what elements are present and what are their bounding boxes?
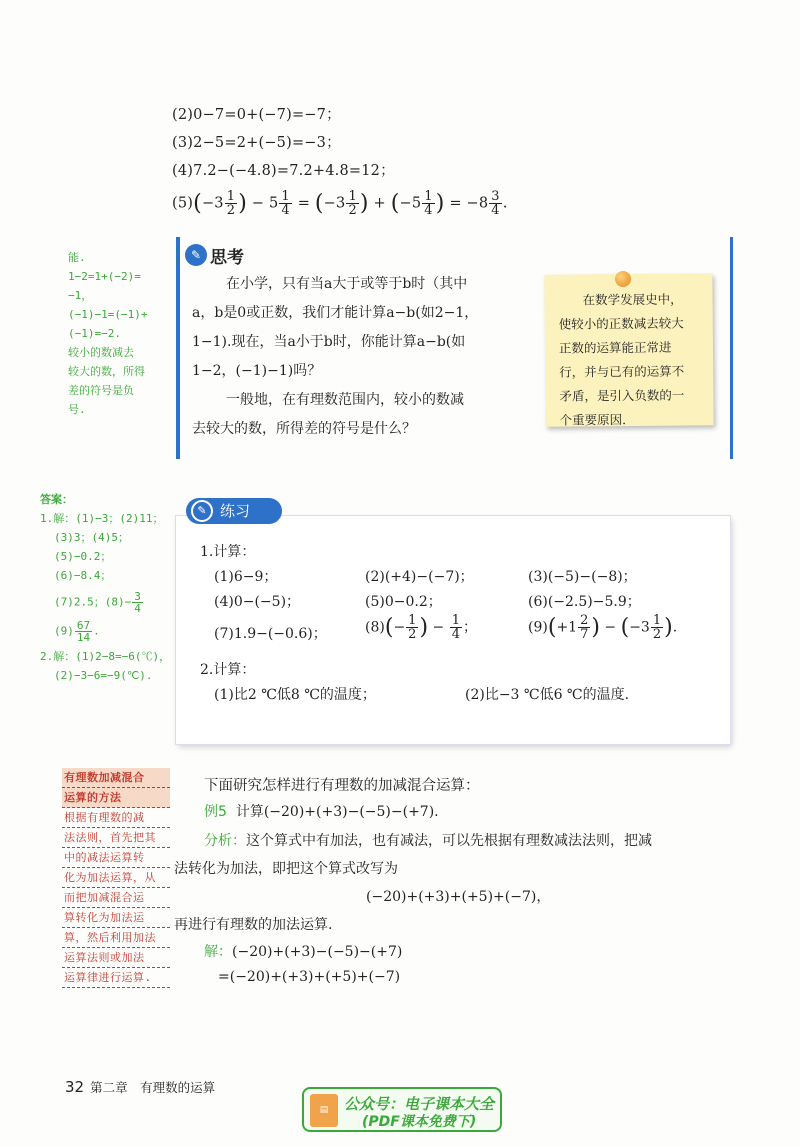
exercise-item-6: (6)(−2.5)−5.9； (528, 594, 641, 610)
page-footer (65, 1078, 215, 1096)
exercise-item-8: (8)(− $\frac{1}{2}$ ) − $\frac{1}{4}$ ； (365, 613, 477, 642)
margin-answer-note: 能. 1−2=1+(−2)= −1， (−1)−1=(−1)+ (−1)=−2. 较小的数减去 较大的数，所得 差的符号是负 号. (68, 251, 148, 416)
equation-2: (2)0−7=0+(−7)=−7； (172, 107, 341, 123)
sticky-note: 在数学发展史中， 使较小的正数减去较大 正数的运算能正常进 行，并与已有的运算不 矛盾，是引入负数的一 个重要原因. (544, 273, 713, 426)
analysis-line-2: 法转化为加法，即把这个算式改写为 (174, 861, 398, 877)
equation-4: (4)7.2−(−4.8)=7.2+4.8=12； (172, 163, 395, 179)
exercise-q1-label: 1.计算： (200, 544, 256, 560)
lightbulb-icon: ✎ (185, 244, 207, 266)
analysis-equation: (−20)+(+3)+(+5)+(−7)， (366, 889, 551, 905)
think-title: 思考 (210, 248, 244, 268)
think-paragraph-2: 一般地，在有理数范围内，较小的数减 去较大的数，所得差的符号是什么？ (192, 392, 464, 437)
exercise-item-9: (9)(+1 $\frac{2}{7}$ ) − (−3 $\frac{1}{2}$ ). (528, 613, 678, 642)
think-border-left (176, 237, 180, 459)
exercise-item-2: (2)(+4)−(−7)； (365, 569, 474, 585)
exercise-q2-item-1: (1)比2 ℃低8 ℃的温度； (214, 687, 376, 703)
think-paragraph-1: 在小学，只有当a大于或等于b时（其中 a，b是0或正数，我们才能计算a−b(如2−1， 1−1).现在，当a小于b时，你能计算a−b(如 1−2，(−1)−1)吗？ (192, 276, 479, 379)
exercise-item-4: (4)0−(−5)； (214, 594, 301, 610)
pin-icon (615, 271, 631, 287)
book-icon: ▤ (310, 1094, 338, 1127)
exercise-item-3: (3)(−5)−(−8)； (528, 569, 637, 585)
example-5: 例5 计算(−20)+(+3)−(−5)−(+7). (204, 804, 439, 820)
intro-text: 下面研究怎样进行有理数的加减混合运算： (204, 778, 480, 794)
exercise-q2-label: 2.计算： (200, 662, 256, 678)
analysis-line-1: 分析：这个算式中有加法，也有减法，可以先根据有理数减法法则，把减 (204, 833, 652, 849)
equation-3: (3)2−5=2+(−5)=−3； (172, 135, 341, 151)
pencil-icon: ✎ (191, 500, 213, 522)
exercise-tab: 练习 (186, 498, 282, 524)
exercise-item-5: (5)0−0.2； (365, 594, 442, 610)
exercise-item-7: (7)1.9−(−0.6)； (214, 626, 327, 642)
answers-note: 答案： 1.解：(1)−3；(2)11； (3)3；(4)5； (5)−0.2； (6)−8.4； (7)2.5；(8)− $\frac{3}{4}$ (9) $\frac{67}{14}$ . 2.解：(1)2−8=−6(℃)， (2)−3−6=−9(℃). (40, 493, 171, 682)
solution-line-1: 解：(−20)+(+3)−(−5)−(+7) (204, 944, 403, 960)
analysis-line-3: 再进行有理数的加法运算. (174, 917, 333, 933)
exercise-q2-item-2: (2)比−3 ℃低6 ℃的温度. (465, 687, 630, 703)
page-number: 32 (65, 1078, 85, 1096)
think-border-right (730, 237, 733, 459)
exercise-item-1: (1)6−9； (214, 569, 278, 585)
equation-5: (5)(−3 $\frac{1}{2}$ ) − 5 $\frac{1}{4}$ = (−3 $\frac{1}{2}$ ) + (−5 $\frac{1}{4}$ ) = −8 $\frac{3}{4}$ . (172, 189, 508, 218)
method-margin-box: 有理数加减混合 运算的方法 根据有理数的减 法法则，首先把其 中的减法运算转 化为加法运算，从 而把加减混合运 算转化为加法运 算，然后利用加法 运算法则或加法 运算律进行运算. (62, 768, 170, 968)
watermark-stamp: ▤ 公众号：电子课本大全 (PDF课本免费下) (302, 1087, 502, 1132)
solution-line-2: =(−20)+(+3)+(+5)+(−7) (218, 969, 401, 985)
chapter-title: 第二章 有理数的运算 (90, 1080, 216, 1095)
